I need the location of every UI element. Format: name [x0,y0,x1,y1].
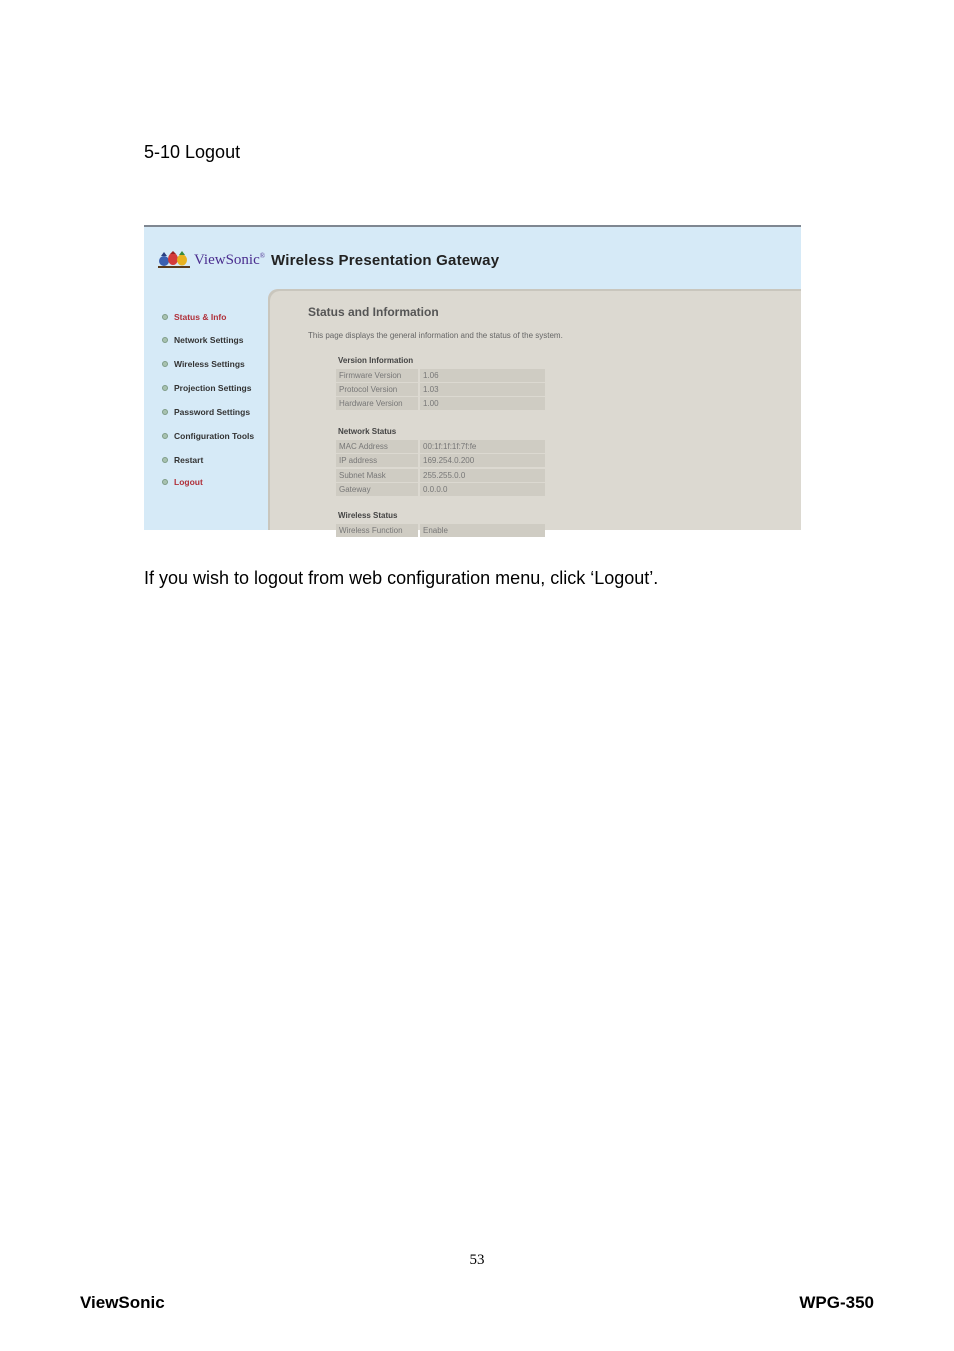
bullet-icon [162,361,168,367]
nav-item-projection-settings[interactable]: Projection Settings [162,383,251,393]
footer-brand: ViewSonic [80,1293,165,1312]
nav-item-logout[interactable]: Logout [162,477,203,487]
nav-item-network-settings[interactable]: Network Settings [162,335,243,345]
table-row: IP address 169.254.0.200 [336,454,545,467]
nav-item-wireless-settings[interactable]: Wireless Settings [162,359,245,369]
table-row: Wireless Function Enable [336,524,545,537]
panel-title: Status and Information [308,305,439,319]
body-paragraph: If you wish to logout from web configuration menu, click ‘Logout’. [144,568,659,588]
bullet-icon [162,385,168,391]
page-number: 53 [469,1252,485,1268]
screenshot-figure [144,225,801,535]
sidebar-nav [144,289,268,530]
logo-text: ViewSonic® [194,251,266,268]
nav-item-password-settings[interactable]: Password Settings [162,407,250,417]
bullet-icon [162,479,168,485]
birds-icon [158,251,190,269]
content-panel [268,289,801,535]
bullet-icon [162,433,168,439]
table-row: Hardware Version 1.00 [336,397,545,410]
section-title: Wireless Status [338,511,398,520]
section-heading: 5-10 Logout [144,142,241,162]
nav-item-status-info[interactable]: Status & Info [162,312,226,322]
table-row: Subnet Mask 255.255.0.0 [336,469,545,482]
nav-item-configuration-tools[interactable]: Configuration Tools [162,431,254,441]
viewsonic-logo [158,249,265,271]
bullet-icon [162,457,168,463]
table-row: Protocol Version 1.03 [336,383,545,396]
table-row: MAC Address 00:1f:1f:1f:7f:fe [336,440,545,453]
app-title: Wireless Presentation Gateway [271,252,500,269]
bullet-icon [162,337,168,343]
table-row: Firmware Version 1.06 [336,369,545,382]
app-header [144,227,801,289]
table-row: Gateway 0.0.0.0 [336,483,545,496]
section-title: Version Information [338,356,414,365]
panel-description: This page displays the general information and the status of the system. [308,331,563,340]
section-title: Network Status [338,427,397,436]
footer-model: WPG-350 [799,1293,874,1312]
bullet-icon [162,314,168,320]
bullet-icon [162,409,168,415]
nav-item-restart[interactable]: Restart [162,455,203,465]
